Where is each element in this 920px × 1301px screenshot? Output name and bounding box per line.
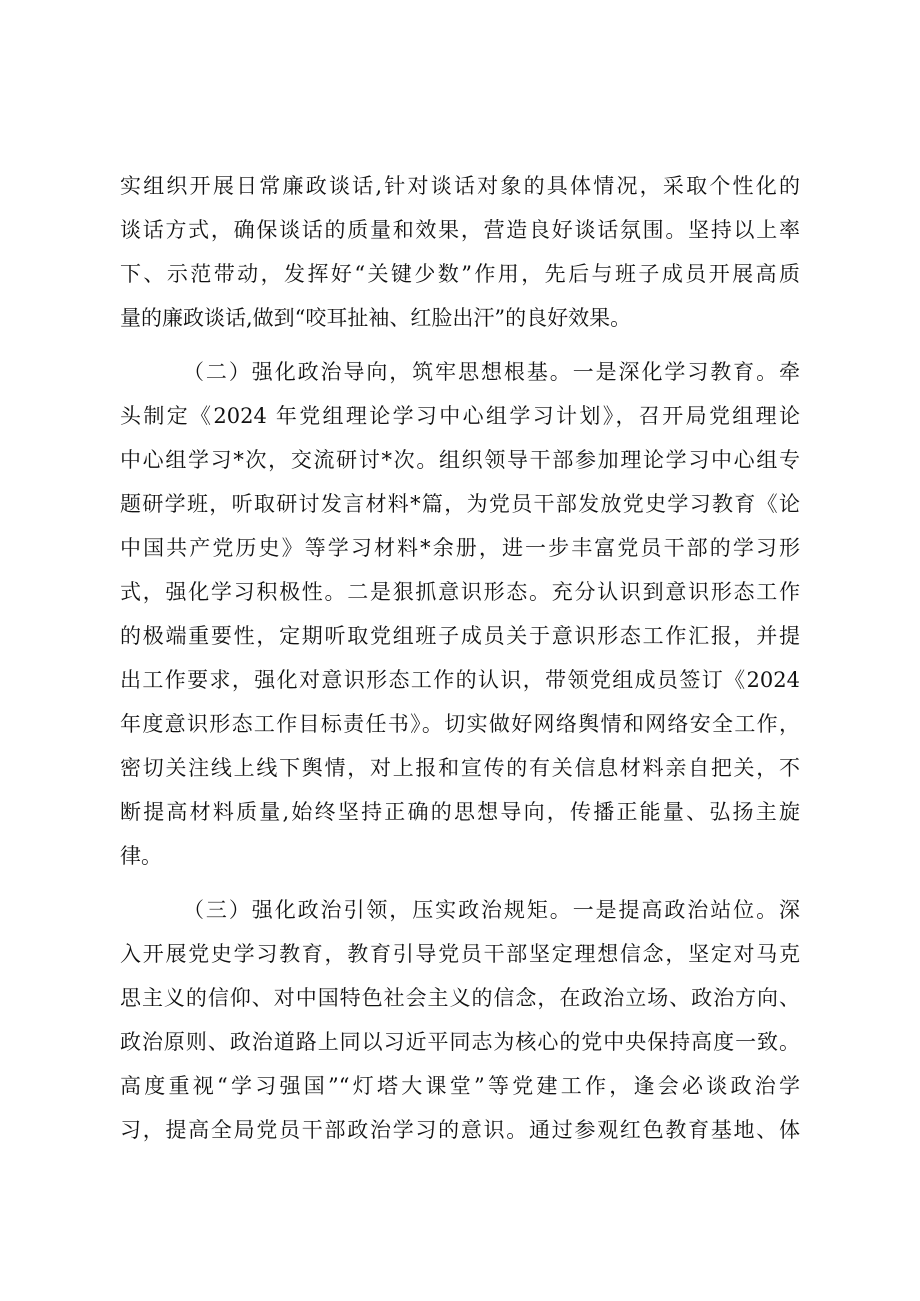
paragraph-2 [120, 350, 800, 878]
paragraph-line: 的极端重要性，定期听取党组班子成员关于意识形态工作汇报，并提 [120, 624, 800, 648]
paragraph-line: 断提高材料质量,始终坚持正确的思想导向，传播正能量、弘扬主旋 [120, 800, 800, 824]
paragraph-1 [120, 164, 800, 340]
paragraph-line: 高度重视“学习强国”“灯塔大课堂”等党建工作，逢会必谈政治学 [120, 1074, 800, 1098]
paragraph-line: 头制定《2024 年党组理论学习中心组学习计划》，召开局党组理论 [120, 404, 800, 428]
paragraph-line: 下、示范带动，发挥好“关键少数”作用，先后与班子成员开展高质 [120, 262, 800, 286]
paragraph-line: 年度意识形态工作目标责任书》。切实做好网络舆情和网络安全工作， [120, 712, 800, 736]
paragraph-line: 习，提高全局党员干部政治学习的意识。通过参观红色教育基地、体 [120, 1118, 800, 1142]
paragraph-line: 谈话方式，确保谈话的质量和效果，营造良好谈话氛围。坚持以上率 [120, 218, 800, 242]
paragraph-line: 入开展党史学习教育，教育引导党员干部坚定理想信念，坚定对马克 [120, 942, 800, 966]
paragraph-line: 密切关注线上线下舆情，对上报和宣传的有关信息材料亲自把关，不 [120, 756, 800, 780]
paragraph-line: 中心组学习*次，交流研讨*次。组织领导干部参加理论学习中心组专 [120, 448, 800, 472]
paragraph-line: 出工作要求，强化对意识形态工作的认识，带领党组成员签订《2024 [120, 668, 800, 692]
paragraph-line: 思主义的信仰、对中国特色社会主义的信念，在政治立场、政治方向、 [120, 986, 800, 1010]
paragraph-line: 实组织开展日常廉政谈话,针对谈话对象的具体情况，采取个性化的 [120, 174, 800, 198]
paragraph-line: 式，强化学习积极性。二是狠抓意识形态。充分认识到意识形态工作 [120, 580, 800, 604]
paragraph-line: 政治原则、政治道路上同以习近平同志为核心的党中央保持高度一致。 [120, 1030, 800, 1054]
document-body [120, 164, 800, 1152]
paragraph-line: （二）强化政治导向，筑牢思想根基。一是深化学习教育。牵 [183, 360, 800, 384]
paragraph-line: 律。 [120, 844, 162, 868]
paragraph-gap [120, 878, 800, 888]
paragraph-line: （三）强化政治引领，压实政治规矩。一是提高政治站位。深 [183, 898, 800, 922]
paragraph-line: 题研学班，听取研讨发言材料*篇，为党员干部发放党史学习教育《论 [120, 492, 800, 516]
paragraph-line: 量的廉政谈话,做到“咬耳扯袖、红脸出汗”的良好效果。 [120, 306, 632, 330]
paragraph-3 [120, 888, 800, 1152]
paragraph-gap [120, 340, 800, 350]
paragraph-line: 中国共产党历史》等学习材料*余册，进一步丰富党员干部的学习形 [120, 536, 800, 560]
